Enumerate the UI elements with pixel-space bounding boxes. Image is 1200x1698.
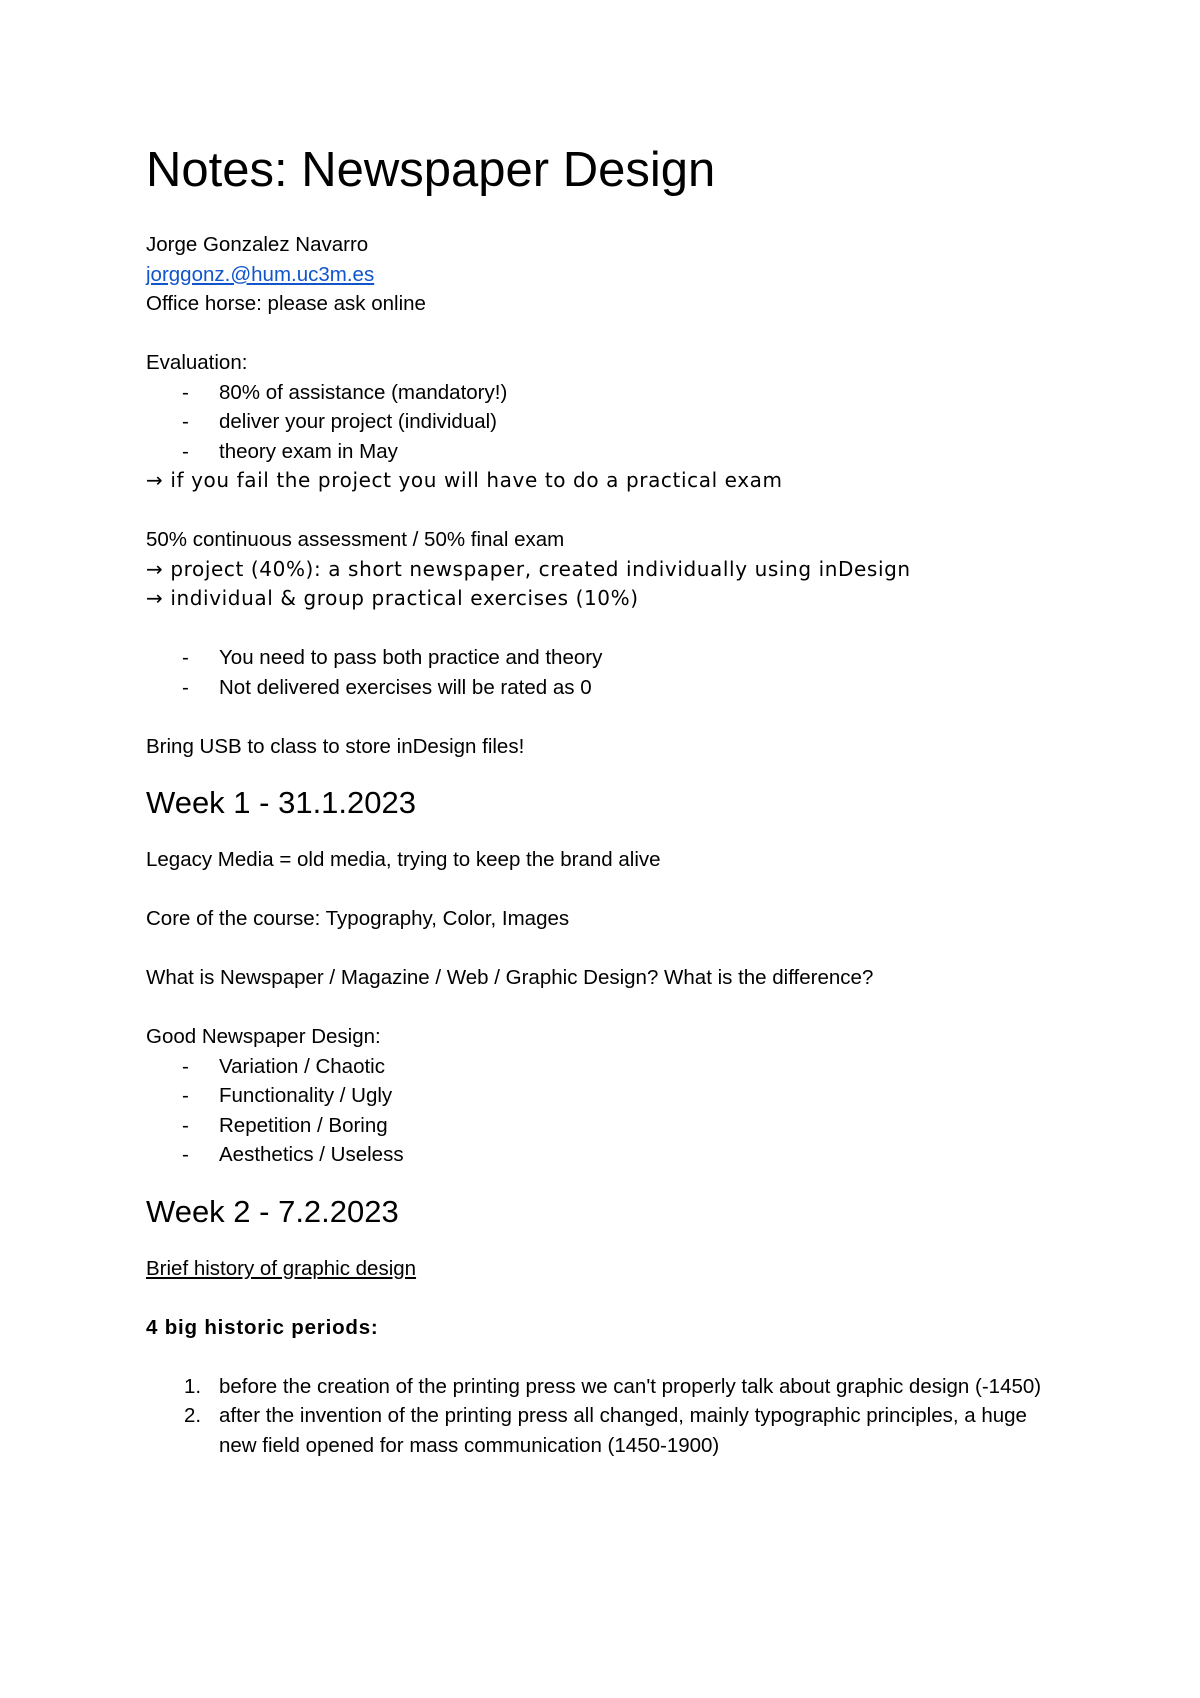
assessment-exercises: → individual & group practical exercises (10%) bbox=[146, 586, 639, 610]
evaluation-note: → if you fail the project you will have to do a practical exam bbox=[146, 468, 783, 492]
assessment-split: 50% continuous assessment / 50% final exam bbox=[146, 528, 565, 551]
evaluation-list bbox=[146, 378, 1066, 467]
list-item: - Functionality / Ugly bbox=[182, 1084, 393, 1107]
page-title: Notes: Newspaper Design bbox=[146, 143, 716, 197]
assessment-project: → project (40%): a short newspaper, created individually using inDesign bbox=[146, 556, 911, 581]
list-item: - Not delivered exercises will be rated as 0 bbox=[182, 675, 592, 699]
good-design-list bbox=[146, 1052, 1066, 1170]
list-item: 2. after the invention of the printing press all changed, mainly typographic principles, a huge new field opened for mass communication (1450-1900) bbox=[184, 1404, 1027, 1457]
week2-heading: Week 2 - 7.2.2023 bbox=[146, 1193, 399, 1229]
history-subtitle: Brief history of graphic design bbox=[146, 1256, 417, 1280]
week1-heading: Week 1 - 31.1.2023 bbox=[146, 785, 416, 820]
usb-reminder: Bring USB to class to store inDesign files! bbox=[146, 734, 525, 758]
author-name: Jorge Gonzalez Navarro bbox=[146, 233, 369, 256]
office-hours: Office horse: please ask online bbox=[146, 292, 426, 315]
design-question: What is Newspaper / Magazine / Web / Graphic Design? What is the difference? bbox=[146, 966, 874, 989]
document-page bbox=[146, 140, 1066, 1460]
periods-heading: 4 big historic periods: bbox=[146, 1315, 379, 1339]
evaluation-heading: Evaluation: bbox=[146, 351, 248, 374]
list-item: 1. before the creation of the printing press we can't properly talk about graphic design (-1450) bbox=[184, 1374, 1042, 1398]
list-item: - Variation / Chaotic bbox=[182, 1054, 385, 1078]
author-email-link[interactable]: jorggonz.@hum.uc3m.es bbox=[146, 262, 375, 286]
list-item: - theory exam in May bbox=[182, 439, 398, 463]
legacy-media-note: Legacy Media = old media, trying to keep the brand alive bbox=[146, 848, 661, 871]
course-core-note: Core of the course: Typography, Color, Images bbox=[146, 907, 570, 930]
periods-list bbox=[146, 1372, 1066, 1461]
good-design-heading: Good Newspaper Design: bbox=[146, 1025, 381, 1048]
list-item: - Repetition / Boring bbox=[182, 1113, 388, 1137]
list-item: - Aesthetics / Useless bbox=[182, 1143, 404, 1166]
list-item: - deliver your project (individual) bbox=[182, 410, 498, 433]
list-item: - You need to pass both practice and theory bbox=[182, 646, 603, 669]
assessment-rules-list bbox=[146, 643, 1066, 702]
list-item: - 80% of assistance (mandatory!) bbox=[182, 380, 508, 404]
